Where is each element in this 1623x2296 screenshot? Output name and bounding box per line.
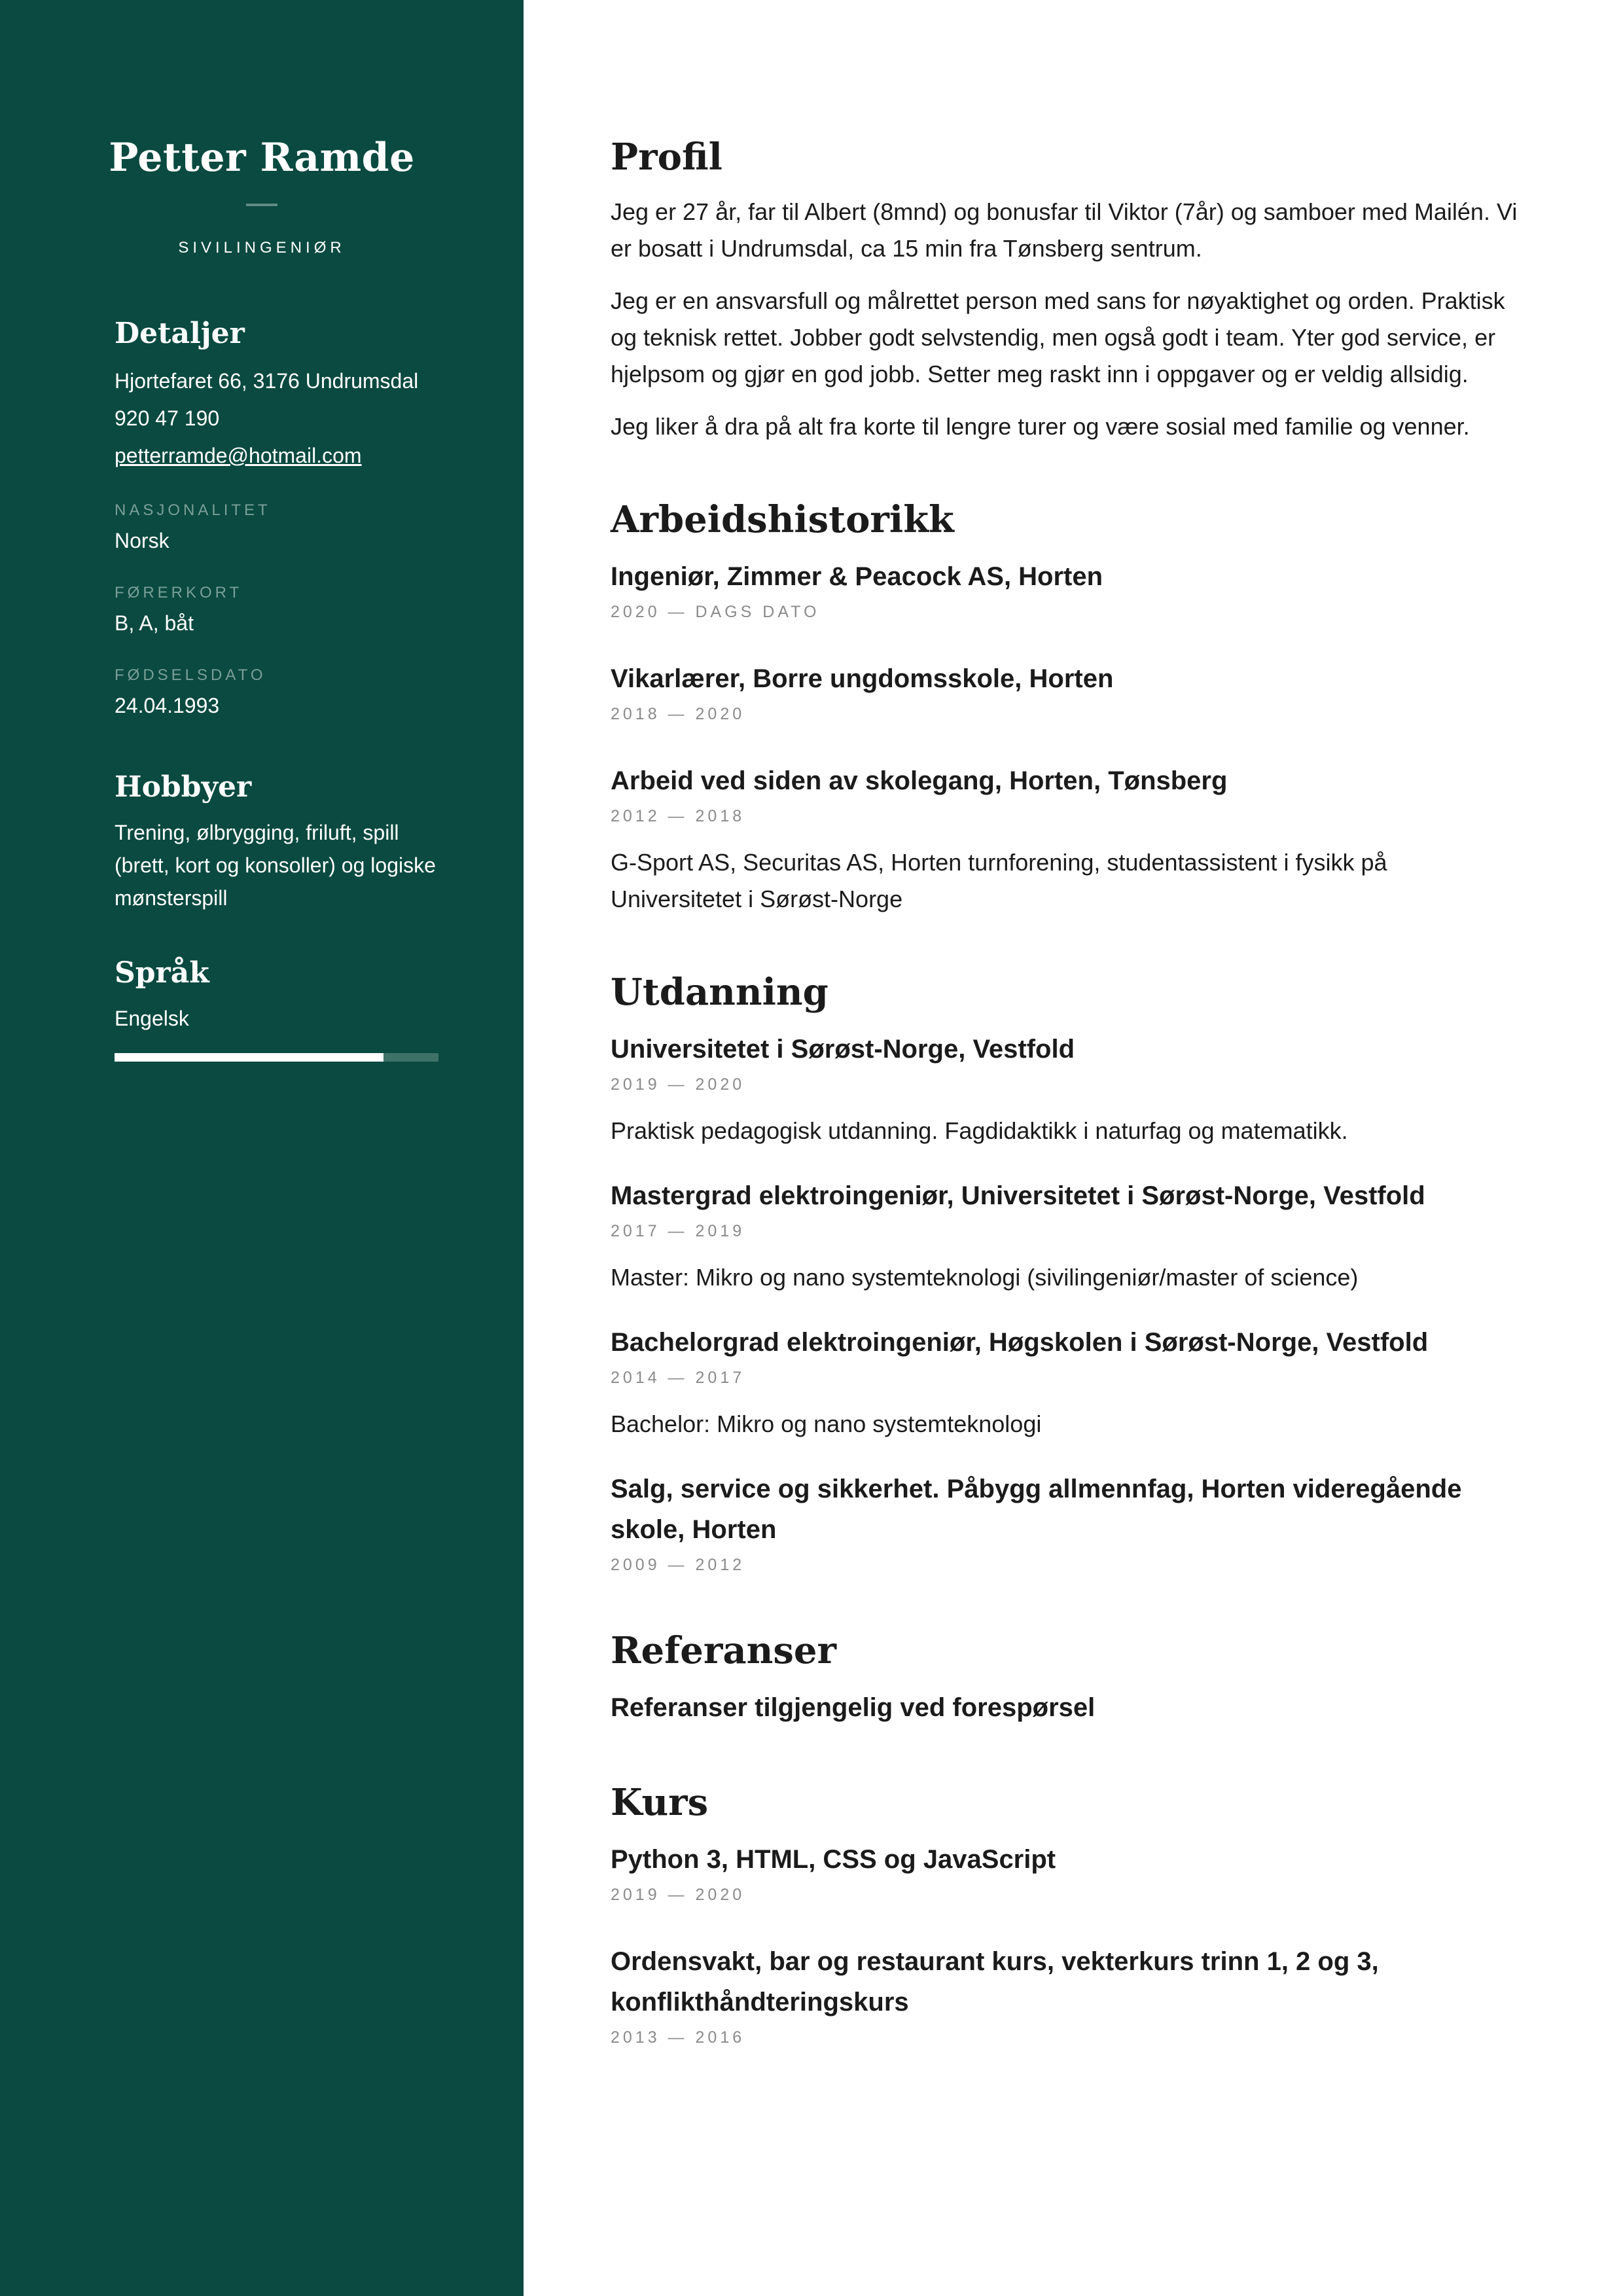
- education-section: [611, 966, 1520, 1576]
- education-description: Praktisk pedagogisk utdanning. Fagdidaktikk i naturfag og matematikk.: [611, 1117, 1348, 1144]
- license-label: FØRERKORT: [115, 584, 243, 601]
- language-level-bar: [115, 1053, 438, 1062]
- references-section: [611, 1624, 1520, 1728]
- education-entry: [611, 1469, 1520, 1576]
- language-level-fill: [115, 1053, 383, 1062]
- work-entry: [611, 556, 1520, 623]
- education-dates: 2009 — 2012: [611, 1556, 745, 1574]
- work-entry: [611, 761, 1520, 918]
- license-value: B, A, båt: [115, 611, 194, 635]
- main-content: [611, 131, 1520, 2049]
- email-link[interactable]: petterramde@hotmail.com: [115, 444, 362, 467]
- hobbies-text: Trening, ølbrygging, friluft, spill (brett, kort og konsoller) og logiske mønsterspill: [115, 821, 436, 910]
- work-dates: 2018 — 2020: [611, 705, 745, 723]
- profile-paragraph: Jeg er en ansvarsfull og målrettet person med sans for nøyaktighet og orden. Praktisk og teknisk rettet. Jobber godt selvstendig, men også godt i team. Yter god service, er hjelpsom og gjør en god jobb. Setter meg raskt inn i oppgaver og er veldig allsidig.: [611, 287, 1505, 387]
- work-title: Arbeid ved siden av skolegang, Horten, Tønsberg: [611, 766, 1228, 795]
- education-title: Bachelorgrad elektroingeniør, Høgskolen i Sørøst-Norge, Vestfold: [611, 1328, 1429, 1357]
- candidate-name: Petter Ramde: [109, 135, 415, 181]
- education-dates: 2017 — 2019: [611, 1222, 745, 1240]
- profile-heading: Profil: [611, 135, 722, 179]
- languages-heading: Språk: [115, 956, 209, 990]
- education-description: Master: Mikro og nano systemteknologi (sivilingeniør/master of science): [611, 1264, 1359, 1291]
- sidebar: [0, 0, 524, 2296]
- course-title: Ordensvakt, bar og restaurant kurs, vekterkurs trinn 1, 2 og 3, konflikthåndteringskurs: [611, 1947, 1379, 2017]
- name-divider: [246, 204, 277, 206]
- profile-paragraph: Jeg liker å dra på alt fra korte til lengre turer og være sosial med familie og venner.: [611, 413, 1470, 440]
- work-description: G-Sport AS, Securitas AS, Horten turnforening, studentassistent i fysikk på Universitetet i Sørøst-Norge: [611, 849, 1387, 912]
- work-title: Ingeniør, Zimmer & Peacock AS, Horten: [611, 562, 1103, 591]
- candidate-role: SIVILINGENIØR: [178, 239, 346, 257]
- details-heading: Detaljer: [115, 317, 245, 350]
- profile-section: [611, 131, 1520, 445]
- education-title: Mastergrad elektroingeniør, Universitetet i Sørøst-Norge, Vestfold: [611, 1181, 1425, 1210]
- courses-heading: Kurs: [611, 1781, 709, 1824]
- education-title: Salg, service og sikkerhet. Påbygg allmennfag, Horten videregående skole, Horten: [611, 1475, 1462, 1544]
- work-heading: Arbeidshistorikk: [611, 498, 954, 541]
- birthdate-label: FØDSELSDATO: [115, 666, 266, 684]
- education-title: Universitetet i Sørøst-Norge, Vestfold: [611, 1035, 1075, 1064]
- work-title: Vikarlærer, Borre ungdomsskole, Horten: [611, 664, 1114, 693]
- address: Hjortefaret 66, 3176 Undrumsdal: [115, 369, 419, 393]
- nationality-value: Norsk: [115, 529, 169, 552]
- education-heading: Utdanning: [611, 971, 829, 1014]
- phone: 920 47 190: [115, 406, 220, 430]
- language-name: Engelsk: [115, 1007, 189, 1030]
- work-entry: [611, 658, 1520, 725]
- education-dates: 2019 — 2020: [611, 1075, 745, 1094]
- sidebar-content: [115, 314, 438, 1062]
- work-dates: 2012 — 2018: [611, 807, 745, 825]
- education-description: Bachelor: Mikro og nano systemteknologi: [611, 1410, 1042, 1437]
- nationality-label: NASJONALITET: [115, 501, 271, 519]
- education-entry: [611, 1175, 1520, 1296]
- work-dates: 2020 — DAGS DATO: [611, 603, 820, 621]
- education-entry: [611, 1029, 1520, 1149]
- courses-section: [611, 1776, 1520, 2049]
- education-entry: [611, 1322, 1520, 1443]
- profile-paragraph: Jeg er 27 år, far til Albert (8mnd) og bonusfar til Viktor (7år) og samboer med Mailén. Vi er bosatt i Undrumsdal, ca 15 min fra Tønsberg sentrum.: [611, 198, 1518, 262]
- birthdate-value: 24.04.1993: [115, 694, 220, 717]
- hobbies-heading: Hobbyer: [115, 770, 252, 804]
- course-entry: [611, 1941, 1520, 2049]
- education-dates: 2014 — 2017: [611, 1369, 745, 1387]
- course-dates: 2013 — 2016: [611, 2028, 745, 2047]
- course-entry: [611, 1839, 1520, 1906]
- work-section: [611, 493, 1520, 918]
- references-text: Referanser tilgjengelig ved forespørsel: [611, 1693, 1096, 1722]
- course-title: Python 3, HTML, CSS og JavaScript: [611, 1845, 1056, 1874]
- references-heading: Referanser: [611, 1629, 837, 1672]
- course-dates: 2019 — 2020: [611, 1886, 745, 1904]
